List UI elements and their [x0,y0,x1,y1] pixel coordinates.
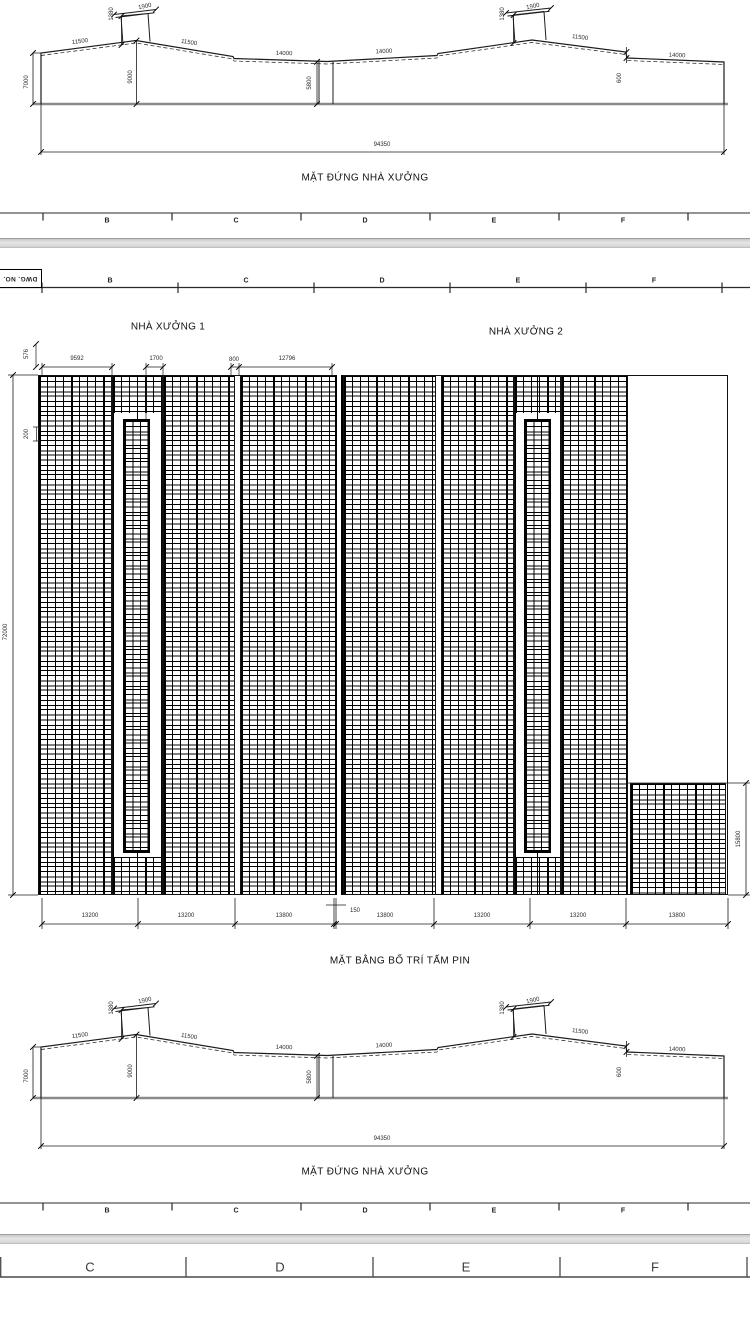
page-separator-band [0,238,750,248]
elevation-title: MẶT ĐỨNG NHÀ XƯỞNG [301,172,429,184]
dim-roof-bay: 14000 [275,1044,293,1052]
dim-roof-bay: 14000 [668,1046,686,1054]
dim-monitor-width: 1900 [137,2,153,12]
dim-roof-bay: 14000 [375,48,393,56]
dim-ridge-height: 9000 [128,1064,134,1078]
dim-label: 800 [228,357,240,363]
dim-monitor-width: 1900 [525,996,541,1006]
dim-label: 576 [24,348,30,360]
dim-label: 150 [349,908,361,914]
plan-title: MẶT BẰNG BỐ TRÍ TẤM PIN [329,955,471,967]
dim-monitor-height: 1380 [500,7,506,21]
dim-label: 9592 [70,356,84,362]
dim-ridge-height: 9000 [128,70,134,84]
title-block-fragment [0,269,42,288]
elevation-top [0,0,750,190]
dim-label: 12796 [278,356,296,362]
dim-roof-slope: 11500 [571,1028,589,1036]
grid-strip-large [0,1252,750,1282]
dim-label: 72000 [3,623,9,641]
grid-label: E [491,217,497,225]
grid-label: F [651,277,657,285]
grid-strip-dwg [0,265,750,297]
dim-label: 1700 [149,356,163,362]
grid-label: D [362,1207,368,1215]
grid-strip-linework [0,210,750,228]
dim-roof-slope: 11500 [71,1031,89,1041]
dim-wall-height: 7000 [24,75,30,89]
dim-monitor-height: 1380 [500,1001,506,1015]
page-separator-band [0,1234,750,1244]
dim-label: 13200 [177,913,195,919]
grid-label: E [461,1259,471,1275]
dim-valley-height: 5800 [307,1070,313,1084]
dim-roof-slope: 11500 [180,1032,198,1042]
dim-label: 13800 [376,913,394,919]
building2-label: NHÀ XƯỞNG 2 [488,326,564,338]
dim-total-length: 94350 [373,1136,391,1142]
dim-step-height: 600 [617,72,623,84]
dim-label: 200 [24,428,30,440]
dim-step-height: 600 [617,1066,623,1078]
grid-label: C [85,1259,95,1275]
building1-label: NHÀ XƯỞNG 1 [130,321,206,333]
grid-strip-linework [0,1252,750,1282]
dim-monitor-width: 1900 [525,2,541,12]
dim-label: 13800 [668,913,686,919]
grid-label: B [104,1207,110,1215]
dim-monitor-height: 1380 [109,1001,115,1015]
grid-label: C [243,277,249,285]
dim-roof-bay: 14000 [275,50,293,58]
dim-total-length: 94350 [373,142,391,148]
grid-strip-bottom [0,1200,750,1218]
plan-dimension-linework [0,330,750,940]
grid-label: D [379,277,385,285]
grid-label: C [233,217,239,225]
grid-label: B [104,217,110,225]
dim-label: 15800 [736,830,742,848]
grid-label: D [362,217,368,225]
elevation-bottom [0,994,750,1184]
dim-monitor-width: 1900 [137,996,153,1006]
elevation-title: MẶT ĐỨNG NHÀ XƯỞNG [301,1166,429,1178]
dim-roof-slope: 11500 [180,38,198,48]
dim-roof-bay: 14000 [668,52,686,60]
dim-label: 13200 [81,913,99,919]
dim-label: 13800 [275,913,293,919]
dim-wall-height: 7000 [24,1069,30,1083]
grid-label: E [491,1207,497,1215]
grid-strip-top [0,210,750,228]
dwg-no-label: DWG. NO. [3,275,38,282]
grid-label: F [651,1259,659,1275]
elevation-linework [0,0,750,190]
dim-valley-height: 5800 [307,76,313,90]
grid-label: F [620,1207,626,1215]
grid-label: D [275,1259,285,1275]
elevation-linework [0,994,750,1184]
grid-label: F [620,217,626,225]
grid-strip-linework [0,1200,750,1218]
dim-roof-bay: 14000 [375,1042,393,1050]
dim-label: 13200 [569,913,587,919]
grid-label: C [233,1207,239,1215]
grid-label: B [107,277,113,285]
dim-roof-slope: 11500 [71,37,89,47]
grid-label: E [515,277,521,285]
dim-roof-slope: 11500 [571,34,589,42]
dim-label: 13200 [473,913,491,919]
dim-monitor-height: 1380 [109,7,115,21]
